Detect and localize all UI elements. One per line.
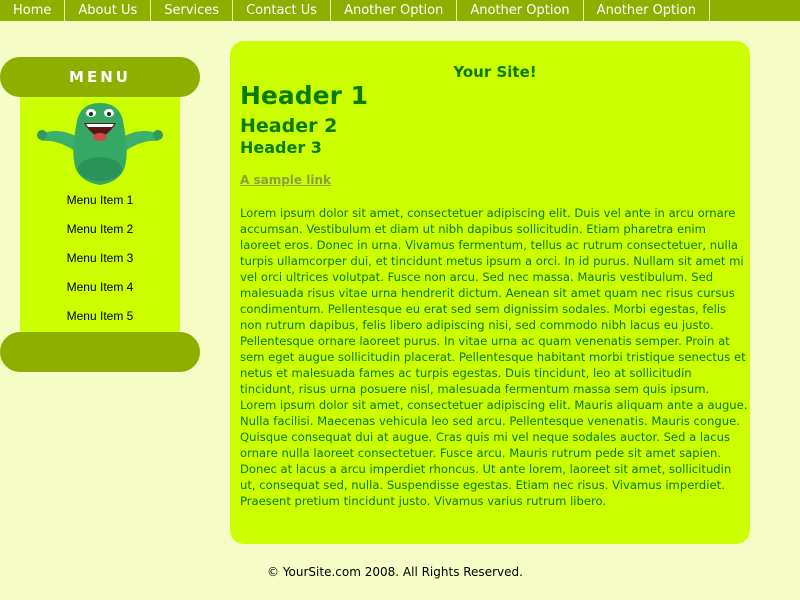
sidebar-header: [0, 57, 200, 97]
sidebar-footer: [0, 332, 200, 372]
menu-list: [20, 189, 180, 334]
nav-item-another-option-2[interactable]: Another Option: [457, 0, 583, 21]
header-3: Header 3: [240, 138, 322, 157]
paragraph-2: Lorem ipsum dolor sit amet, consectetuer adipiscing elit. Mauris aliquam ante a augue. Nulla facilisi. Maecenas vehicula leo sed arcu. Pellentesque venenatis. Mauris congue. Quisque consequat dui at augue. Cras quis mi vel neque sodales auctor. Sed a lacus ornare nulla laoreet consectetuer. Fusce arcu. Mauris rutrum pede sit amet sapien. Donec at lacus a arcu imperdiet rhoncus. Ut ante lorem, laoreet sit amet, sollicitudin ut, consequat sed, nulla. Suspendisse egestas. Etiam nec risus. Vivamus imperdiet. Praesent pretium tincidunt justo. Vivamus varius rutrum libero.: [240, 398, 748, 508]
footer-copyright: © YourSite.com 2008. All Rights Reserved.: [267, 565, 523, 579]
sidebar-menu: [20, 97, 180, 333]
nav-item-about-us[interactable]: About Us: [65, 0, 151, 21]
site-title: Your Site!: [453, 63, 537, 81]
nav-item-contact-us[interactable]: Contact Us: [233, 0, 331, 21]
main-content-panel: [230, 41, 750, 544]
nav-item-another-option-1[interactable]: Another Option: [331, 0, 457, 21]
menu-item-5[interactable]: Menu Item 5: [66, 309, 134, 323]
menu-item-2[interactable]: Menu Item 2: [66, 222, 134, 236]
menu-item-4[interactable]: Menu Item 4: [66, 280, 134, 294]
sidebar-title: MENU: [69, 68, 131, 86]
menu-item-1[interactable]: Menu Item 1: [66, 193, 134, 207]
nav-item-another-option-3[interactable]: Another Option: [584, 0, 710, 21]
green-ghost-mascot-icon: [30, 97, 170, 187]
top-nav-bar: [0, 0, 800, 21]
header-2: Header 2: [240, 115, 338, 137]
body-text: [240, 205, 748, 509]
header-1: Header 1: [240, 81, 369, 110]
nav-item-services[interactable]: Services: [151, 0, 233, 21]
menu-item-3[interactable]: Menu Item 3: [66, 251, 134, 265]
nav-item-home[interactable]: Home: [0, 0, 65, 21]
sample-link[interactable]: A sample link: [240, 173, 331, 187]
paragraph-1: Lorem ipsum dolor sit amet, consectetuer adipiscing elit. Duis vel ante in arcu ornare accumsan. Vestibulum et diam ut nibh dapibus sollicitudin. Etiam pharetra enim laoreet eros. Donec in urna. Vivamus fermentum, tellus ac rutrum consectetuer, nulla turpis ullamcorper dui, et tincidunt metus ipsum a orci. In id purus. Nullam sit amet mi vel orci ultrices volutpat. Fusce non arcu. Sed nec massa. Mauris vestibulum. Sed malesuada risus vitae urna hendrerit dictum. Aenean sit amet quam nec risus cursus condimentum. Pellentesque eu erat sed sem dignissim sodales. Morbi egestas, felis non rutrum dapibus, felis libero adipiscing nisi, sed commodo nibh lacus eu justo. Pellentesque ornare laoreet purus. In vitae urna ac quam venenatis semper. Proin at sem eget augue sollicitudin placerat. Pellentesque habitant morbi tristique senectus et netus et malesuada fames ac turpis egestas. Duis tincidunt, leo at sollicitudin tincidunt, risus urna posuere nisl, malesuada fermentum massa sem quis ipsum.: [240, 206, 746, 396]
